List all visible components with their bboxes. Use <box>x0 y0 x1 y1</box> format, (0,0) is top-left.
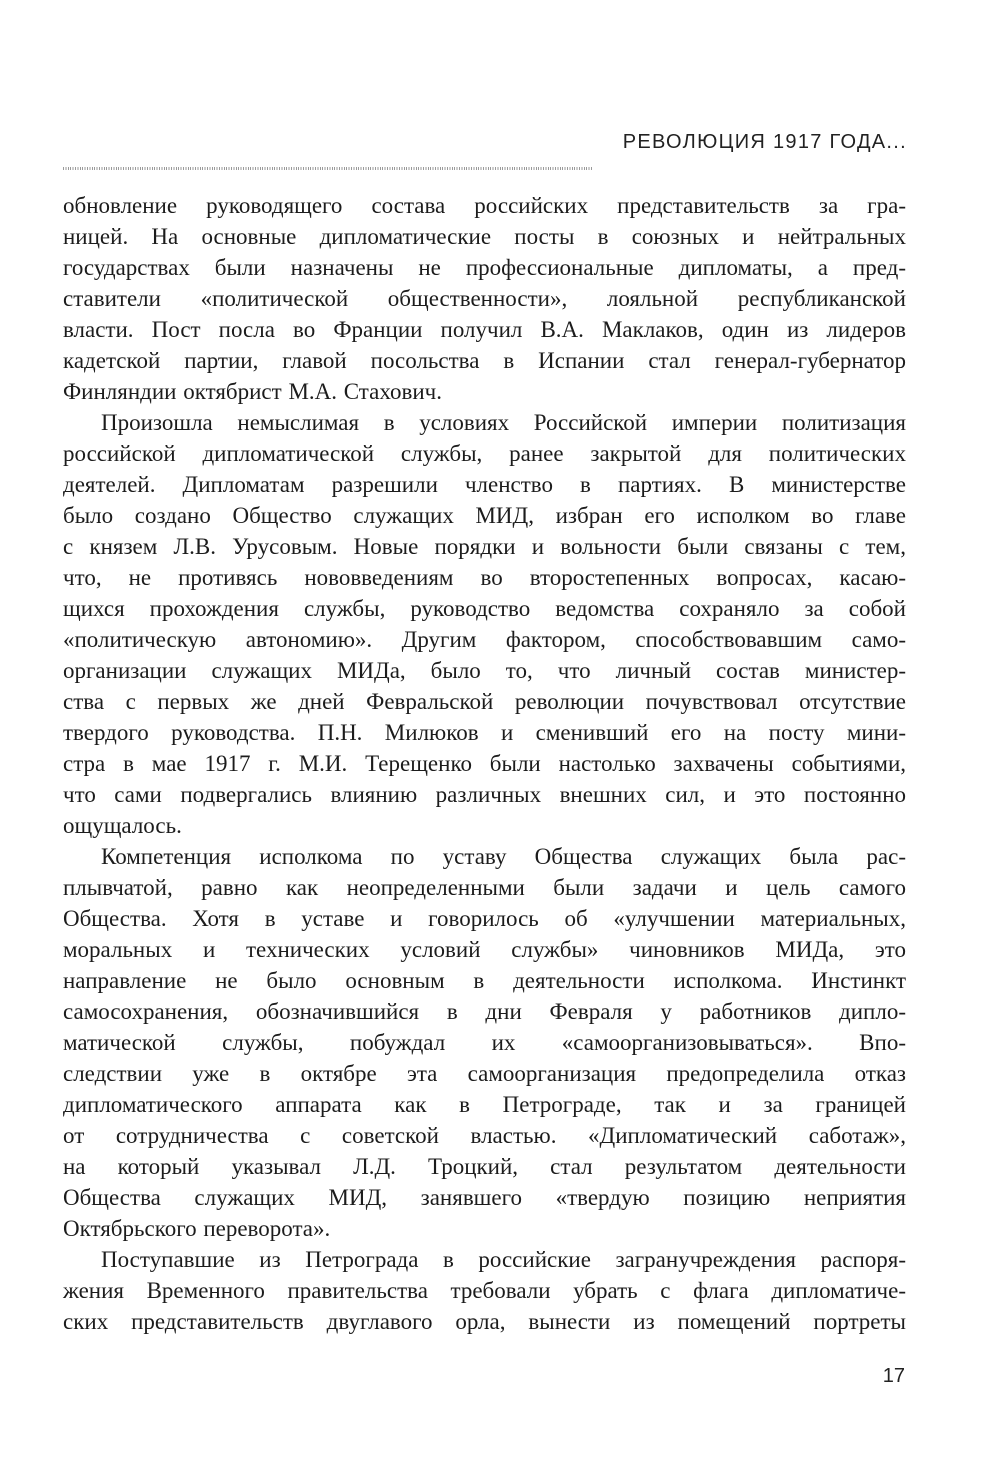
body-text <box>63 190 906 1337</box>
paragraph <box>63 190 906 407</box>
text-line: на который указывал Л.Д. Троцкий, стал результатом деятельности <box>63 1154 906 1179</box>
text-line: моральных и технических условий службы» чиновников МИДа, это <box>63 937 906 962</box>
page-number: 17 <box>882 1365 905 1387</box>
text-line: Финляндии октябрист М.А. Стахович. <box>63 379 442 404</box>
text-line: следствии уже в октябре эта самоорганизация предопределила отказ <box>63 1061 906 1086</box>
text-line: Произошла немыслимая в условиях Российской империи политизация <box>101 410 906 435</box>
text-line: что, не противясь нововведениям во второстепенных вопросах, касаю- <box>63 565 906 590</box>
text-line: российской дипломатической службы, ранее закрытой для политических <box>63 441 906 466</box>
text-line: самосохранения, обозначившийся в дни Февраля у работников дипло- <box>63 999 906 1024</box>
paragraph <box>63 841 906 1244</box>
text-line: направление не было основным в деятельности исполкома. Инстинкт <box>63 968 906 993</box>
text-line: ощущалось. <box>63 813 182 838</box>
text-line: власти. Пост посла во Франции получил В.А. Маклаков, один из лидеров <box>63 317 906 342</box>
text-line: дипломатического аппарата как в Петрограде, так и за границей <box>63 1092 906 1117</box>
text-line: матической службы, побуждал их «самоорганизовываться». Впо- <box>63 1030 906 1055</box>
text-line: Компетенция исполкома по уставу Общества служащих была рас- <box>101 844 906 869</box>
text-line: ницей. На основные дипломатические посты в союзных и нейтральных <box>63 224 906 249</box>
text-line: «политическую автономию». Другим фактором, способствовавшим само- <box>63 627 906 652</box>
text-line: Октябрьского переворота». <box>63 1216 331 1241</box>
paragraph <box>63 407 906 841</box>
text-line: жения Временного правительства требовали убрать с флага дипломатиче- <box>63 1278 906 1303</box>
text-line: Общества служащих МИД, занявшего «твердую позицию неприятия <box>63 1185 906 1210</box>
header-dotted-rule <box>63 167 593 170</box>
text-line: государствах были назначены не профессиональные дипломаты, а пред- <box>63 255 906 280</box>
text-line: от сотрудничества с советской властью. «Дипломатический саботаж», <box>63 1123 906 1148</box>
text-line: Общества. Хотя в уставе и говорилось об «улучшении материальных, <box>63 906 906 931</box>
text-line: щихся прохождения службы, руководство ведомства сохраняло за собой <box>63 596 906 621</box>
text-line: ства с первых же дней Февральской революции почувствовал отсутствие <box>63 689 906 714</box>
text-line: твердого руководства. П.Н. Милюков и сменивший его на посту мини- <box>63 720 906 745</box>
text-line: было создано Общество служащих МИД, избран его исполком во главе <box>63 503 906 528</box>
text-line: кадетской партии, главой посольства в Испании стал генерал-губернатор <box>63 348 906 373</box>
text-line: с князем Л.В. Урусовым. Новые порядки и вольности были связаны с тем, <box>63 534 906 559</box>
text-line: Поступавшие из Петрограда в российские загранучреждения распоря- <box>101 1247 906 1272</box>
text-line: организации служащих МИДа, было то, что личный состав министер- <box>63 658 906 683</box>
text-line: ставители «политической общественности», лояльной республиканской <box>63 286 906 311</box>
text-line: плывчатой, равно как неопределенными были задачи и цель самого <box>63 875 906 900</box>
text-line: деятелей. Дипломатам разрешили членство в партиях. В министерстве <box>63 472 906 497</box>
text-line: обновление руководящего состава российских представительств за гра- <box>63 193 906 218</box>
text-line: стра в мае 1917 г. М.И. Терещенко были настолько захвачены событиями, <box>63 751 906 776</box>
text-line: что сами подвергались влиянию различных внешних сил, и это постоянно <box>63 782 906 807</box>
text-line: ских представительств двуглавого орла, вынести из помещений портреты <box>63 1309 906 1334</box>
paragraph <box>63 1244 906 1337</box>
running-head: РЕВОЛЮЦИЯ 1917 ГОДА... <box>622 131 907 153</box>
